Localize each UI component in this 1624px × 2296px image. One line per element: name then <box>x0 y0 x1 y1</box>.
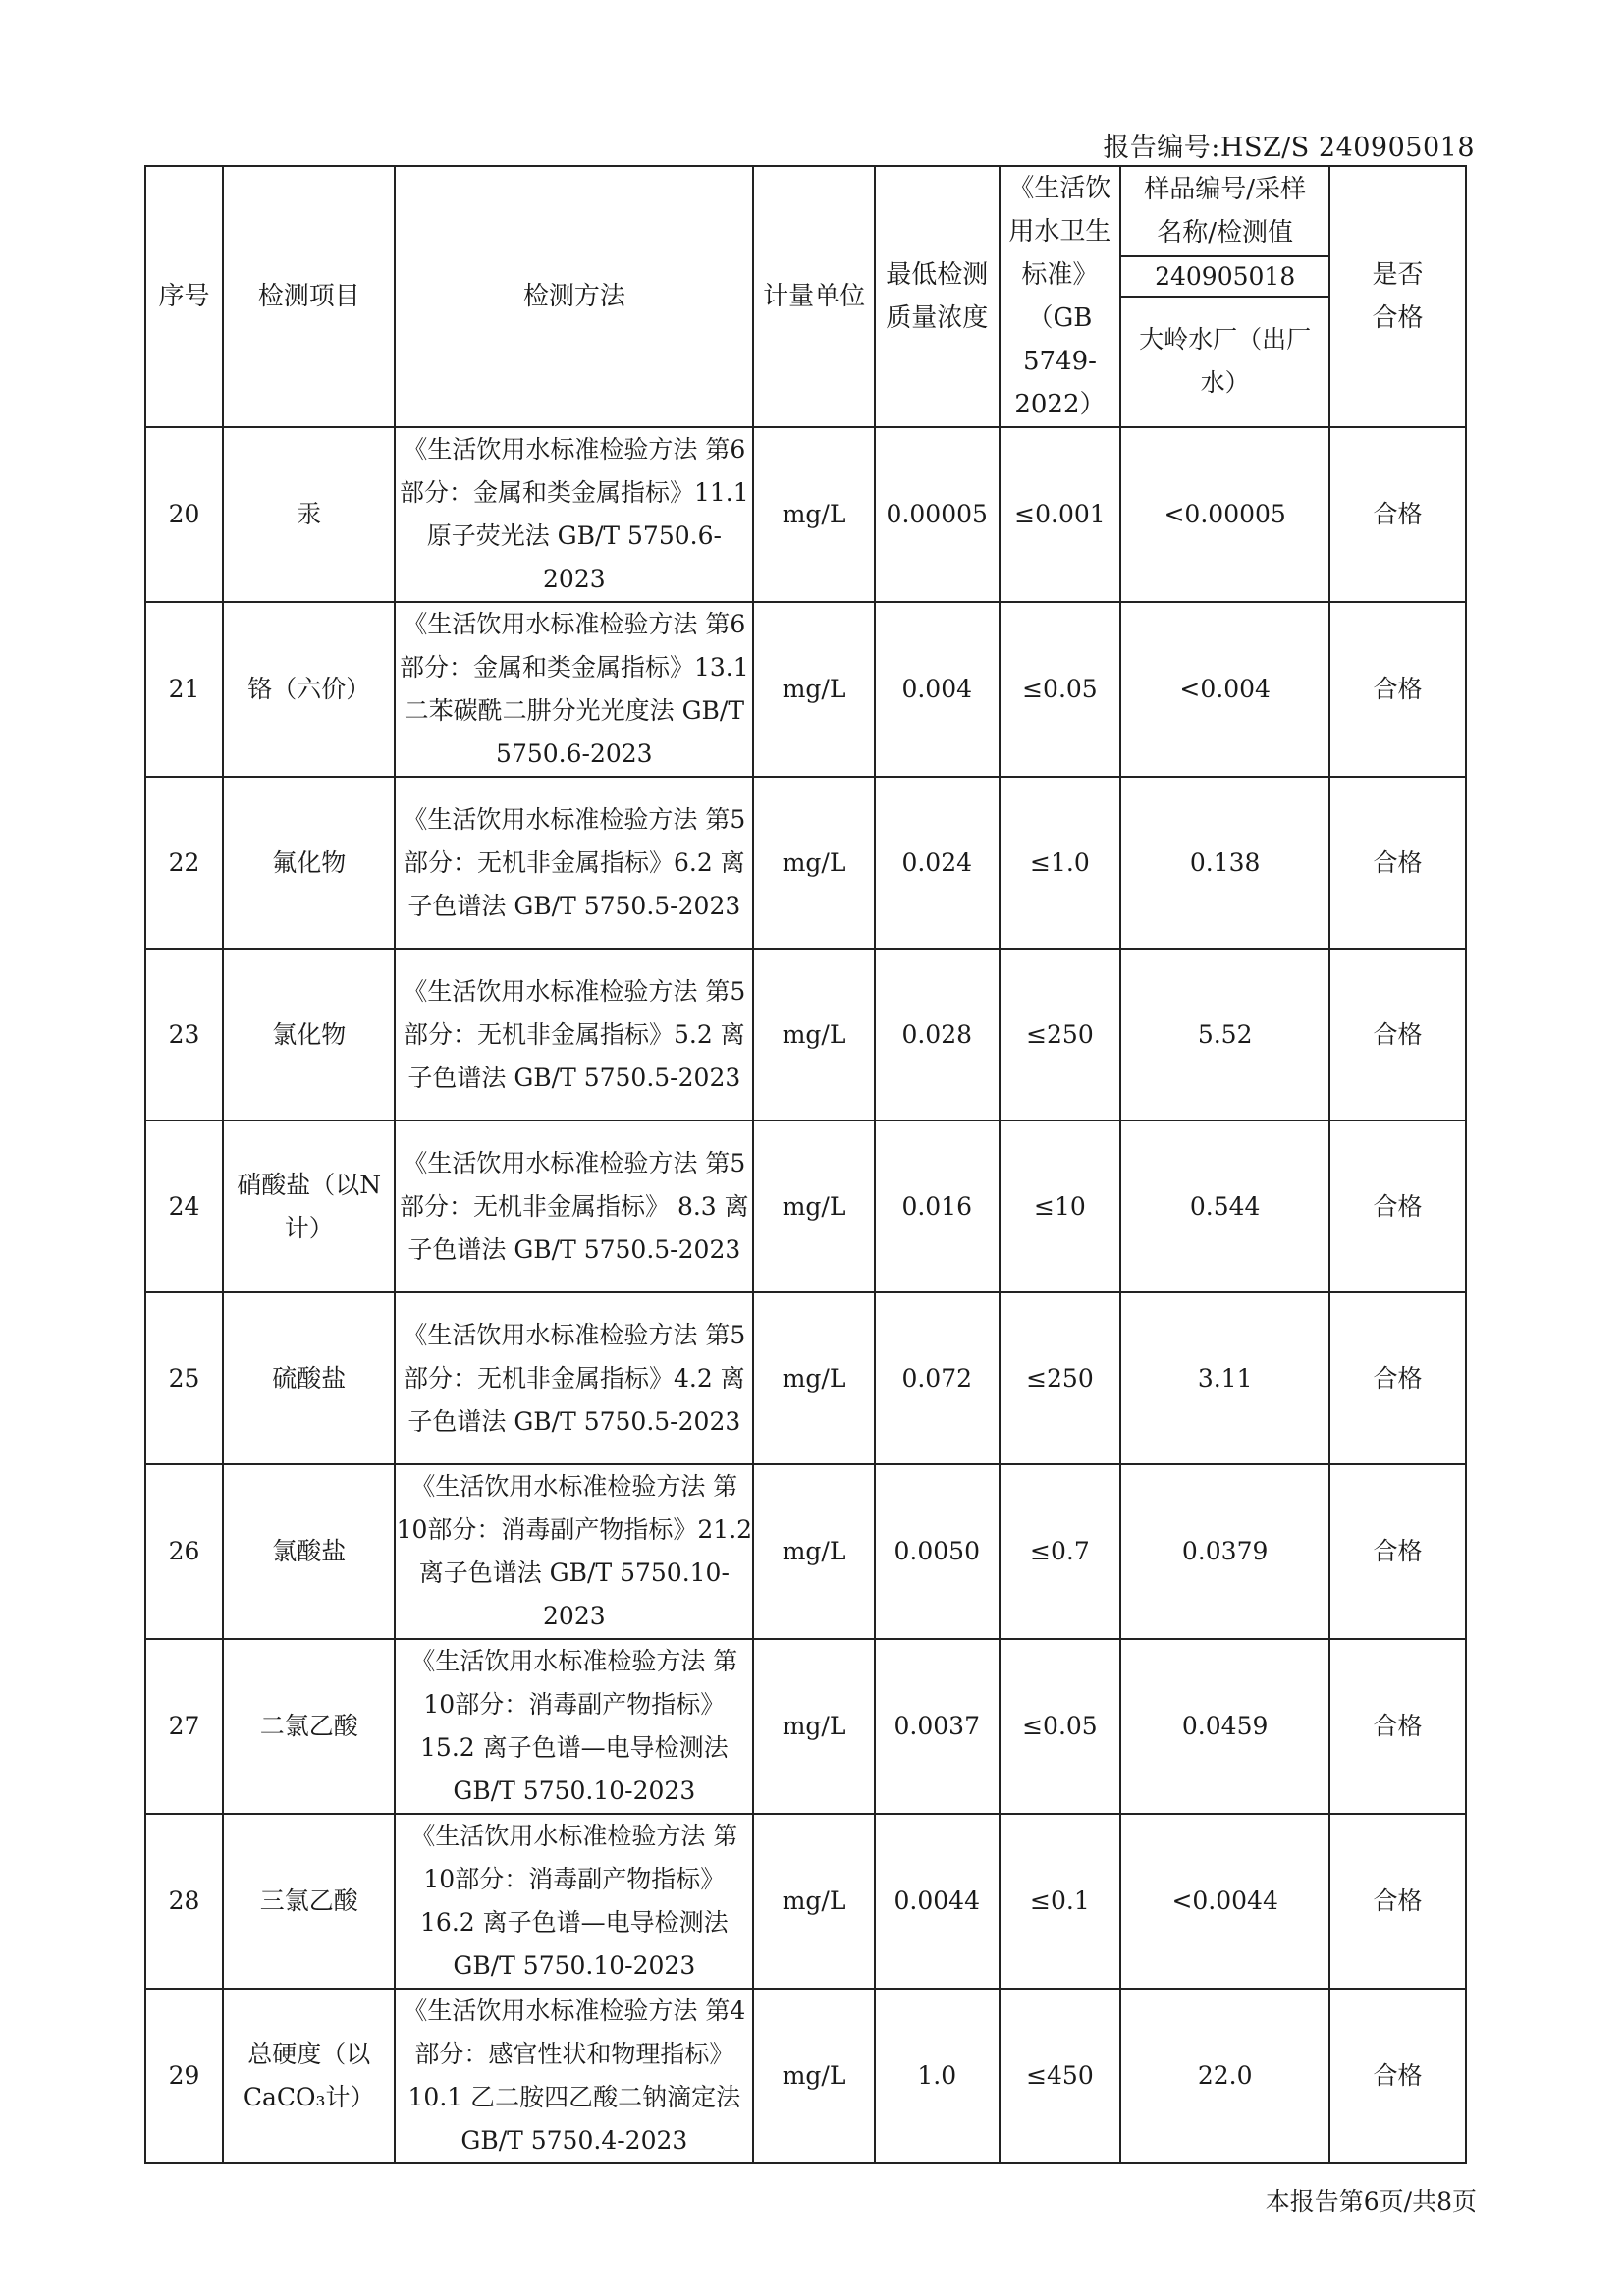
row-unit: mg/L <box>753 777 875 949</box>
row-limit: ≤450 <box>1000 1989 1121 2163</box>
row-min: 0.024 <box>875 777 1000 949</box>
results-table <box>144 165 1467 2164</box>
row-pass: 合格 <box>1329 777 1466 949</box>
row-value: <0.004 <box>1120 602 1329 777</box>
page-footer: 本报告第6页/共8页 <box>1265 2187 1477 2215</box>
table-row <box>145 777 1466 949</box>
row-value: 0.0379 <box>1120 1464 1329 1639</box>
row-item: 氯酸盐 <box>223 1464 395 1639</box>
row-value: 0.138 <box>1120 777 1329 949</box>
row-method: 《生活饮用水标准检验方法 第5部分：无机非金属指标》5.2 离子色谱法 GB/T 5750.5-2023 <box>395 949 753 1121</box>
header-unit: 计量单位 <box>753 166 875 427</box>
row-value: 0.544 <box>1120 1121 1329 1292</box>
table-row <box>145 949 1466 1121</box>
row-item: 二氯乙酸 <box>223 1639 395 1814</box>
row-method: 《生活饮用水标准检验方法 第10部分：消毒副产物指标》21.2 离子色谱法 GB/T 5750.10-2023 <box>395 1464 753 1639</box>
table-row <box>145 1639 1466 1814</box>
table-row <box>145 1121 1466 1292</box>
row-limit: ≤0.1 <box>1000 1814 1121 1989</box>
header-item: 检测项目 <box>223 166 395 427</box>
header-sample-id: 240905018 <box>1120 256 1329 297</box>
row-method: 《生活饮用水标准检验方法 第6部分：金属和类金属指标》11.1 原子荧光法 GB/T 5750.6-2023 <box>395 427 753 602</box>
row-pass: 合格 <box>1329 1814 1466 1989</box>
row-unit: mg/L <box>753 949 875 1121</box>
table-row <box>145 1292 1466 1464</box>
row-min: 0.004 <box>875 602 1000 777</box>
table-row <box>145 427 1466 602</box>
row-method: 《生活饮用水标准检验方法 第5部分：无机非金属指标》4.2 离子色谱法 GB/T 5750.5-2023 <box>395 1292 753 1464</box>
row-min: 0.016 <box>875 1121 1000 1292</box>
row-item: 总硬度（以CaCO₃计） <box>223 1989 395 2163</box>
row-item: 氟化物 <box>223 777 395 949</box>
row-limit: ≤250 <box>1000 949 1121 1121</box>
row-pass: 合格 <box>1329 1121 1466 1292</box>
row-value: <0.0044 <box>1120 1814 1329 1989</box>
row-min: 0.0050 <box>875 1464 1000 1639</box>
row-value: 5.52 <box>1120 949 1329 1121</box>
row-unit: mg/L <box>753 1464 875 1639</box>
row-method: 《生活饮用水标准检验方法 第5部分：无机非金属指标》 8.3 离子色谱法 GB/T 5750.5-2023 <box>395 1121 753 1292</box>
row-item: 汞 <box>223 427 395 602</box>
row-no: 21 <box>145 602 223 777</box>
row-method: 《生活饮用水标准检验方法 第4部分：感官性状和物理指标》10.1 乙二胺四乙酸二钠滴定法 GB/T 5750.4-2023 <box>395 1989 753 2163</box>
row-unit: mg/L <box>753 427 875 602</box>
row-pass: 合格 <box>1329 949 1466 1121</box>
row-item: 铬（六价） <box>223 602 395 777</box>
row-min: 0.00005 <box>875 427 1000 602</box>
row-unit: mg/L <box>753 1121 875 1292</box>
row-min: 1.0 <box>875 1989 1000 2163</box>
row-limit: ≤250 <box>1000 1292 1121 1464</box>
row-method: 《生活饮用水标准检验方法 第10部分：消毒副产物指标》 16.2 离子色谱—电导检测法 GB/T 5750.10-2023 <box>395 1814 753 1989</box>
row-pass: 合格 <box>1329 427 1466 602</box>
row-method: 《生活饮用水标准检验方法 第6部分：金属和类金属指标》13.1 二苯碳酰二肼分光光度法 GB/T 5750.6-2023 <box>395 602 753 777</box>
row-item: 硫酸盐 <box>223 1292 395 1464</box>
row-limit: ≤10 <box>1000 1121 1121 1292</box>
row-method: 《生活饮用水标准检验方法 第5部分：无机非金属指标》6.2 离子色谱法 GB/T 5750.5-2023 <box>395 777 753 949</box>
row-no: 24 <box>145 1121 223 1292</box>
row-no: 28 <box>145 1814 223 1989</box>
row-value: 3.11 <box>1120 1292 1329 1464</box>
row-limit: ≤1.0 <box>1000 777 1121 949</box>
header-method: 检测方法 <box>395 166 753 427</box>
row-limit: ≤0.05 <box>1000 602 1121 777</box>
table-row <box>145 1814 1466 1989</box>
table-row <box>145 1464 1466 1639</box>
row-no: 20 <box>145 427 223 602</box>
row-value: 0.0459 <box>1120 1639 1329 1814</box>
row-no: 26 <box>145 1464 223 1639</box>
row-no: 27 <box>145 1639 223 1814</box>
table-row <box>145 1989 1466 2163</box>
header-seq: 序号 <box>145 166 223 427</box>
row-pass: 合格 <box>1329 1989 1466 2163</box>
row-no: 23 <box>145 949 223 1121</box>
row-unit: mg/L <box>753 1639 875 1814</box>
header-sample-title: 样品编号/采样名称/检测值 <box>1120 166 1329 256</box>
row-item: 硝酸盐（以N计） <box>223 1121 395 1292</box>
row-min: 0.072 <box>875 1292 1000 1464</box>
row-limit: ≤0.7 <box>1000 1464 1121 1639</box>
row-unit: mg/L <box>753 1814 875 1989</box>
row-pass: 合格 <box>1329 1292 1466 1464</box>
row-unit: mg/L <box>753 1292 875 1464</box>
row-min: 0.0037 <box>875 1639 1000 1814</box>
row-method: 《生活饮用水标准检验方法 第10部分：消毒副产物指标》 15.2 离子色谱—电导检测法 GB/T 5750.10-2023 <box>395 1639 753 1814</box>
header-standard: 《生活饮用水卫生标准》（GB 5749-2022） <box>1000 166 1121 427</box>
row-pass: 合格 <box>1329 1639 1466 1814</box>
header-sample-name: 大岭水厂（出厂水） <box>1120 297 1329 427</box>
header-pass: 是否合格 <box>1329 166 1466 427</box>
row-item: 三氯乙酸 <box>223 1814 395 1989</box>
row-limit: ≤0.001 <box>1000 427 1121 602</box>
row-value: 22.0 <box>1120 1989 1329 2163</box>
header-min-conc: 最低检测质量浓度 <box>875 166 1000 427</box>
row-no: 22 <box>145 777 223 949</box>
row-min: 0.0044 <box>875 1814 1000 1989</box>
row-min: 0.028 <box>875 949 1000 1121</box>
row-unit: mg/L <box>753 1989 875 2163</box>
row-pass: 合格 <box>1329 602 1466 777</box>
row-no: 25 <box>145 1292 223 1464</box>
report-number: 报告编号:HSZ/S 240905018 <box>1103 133 1475 163</box>
row-item: 氯化物 <box>223 949 395 1121</box>
row-unit: mg/L <box>753 602 875 777</box>
row-no: 29 <box>145 1989 223 2163</box>
row-limit: ≤0.05 <box>1000 1639 1121 1814</box>
table-row <box>145 602 1466 777</box>
row-pass: 合格 <box>1329 1464 1466 1639</box>
row-value: <0.00005 <box>1120 427 1329 602</box>
